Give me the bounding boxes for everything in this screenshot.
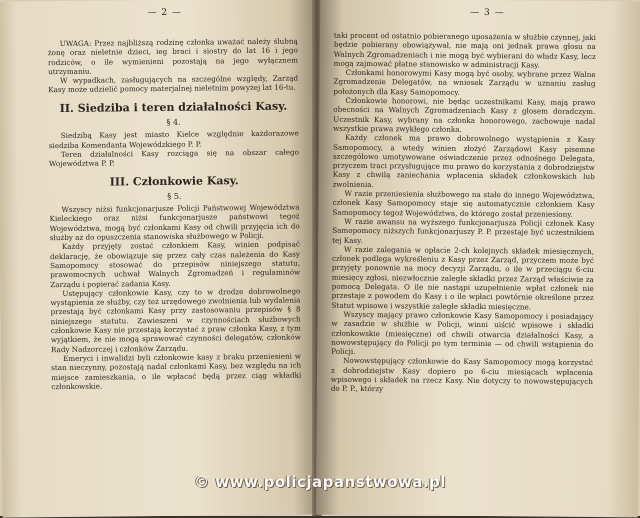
paragraph: Emeryci i inwalidzi byli członkowie kasy z braku przeniesieni w stan nieczynny, pozostają nadal członkami Kasy, bez względu na ich miejsce zamieszkania, o ile wpłacać będą przez ciąg wkładki członkowskie. [51,351,302,391]
paragraph: Ustępujący członkowie Kasy, czy to w drodze dobrowolnego wystąpienia ze służby, czy też urzędowego zwolnienia lub wydalenia przestają być członkami Kasy przy zastosowaniu przepisów § 8 niniejszego statutu. Zawieszeni w czynnościach służbowych członkowie Kasy nie przestają korzystać z praw członka Kasy, z tym wyjątkiem, że nie mogą sprawować czynności delegatów, członków Rady Nadzorczej i członków Zarządu. [50,286,301,354]
section-heading-2: II. Siedziba i teren działalności Kasy. [59,99,288,115]
paragraph: Członkowie honorowi, nie będąc uczestnikami Kasy, mają prawo obecności na Walnych Zgromadzeniach Kasy z głosem doradczym. Uczestnik Kasy, wybrany na członka honorowego, zachowuje nadal wszystkie prawa zwykłego członka. [333,95,596,134]
section-sign-4: § 4. [166,117,181,127]
section-sign-5: § 5. [167,191,182,201]
section-heading-3: III. Członkowie Kasy. [109,173,239,189]
paragraph: Członkami honorowymi Kasy mogą być osoby, wybrane przez Walne Zgromadzenie Delegatów, na wniosek Zarządu w uznaniu zasług położonych dla Kasy Samopomocy. [333,68,596,97]
paragraph: Wszyscy mający prawo członkowie Kasy Samopomocy i posiadający w zasadzie w służbie w Policji, winni uiścić wpisowe i składki członkowskie (miesięczne) od chwili otwarcia działalności Kasy, a nowowstępujący do Policji po tym terminie — od chwili wstąpienia do Policji. [331,309,594,357]
paragraph: Każdy przyjęty zostać członkiem Kasy, winien podpisać deklarację, że obowiązuje się przez cały czas należenia do Kasy Samopomocy stosować do przepisów niniejszego statutu, prawomocnych uchwał Walnych Zgromadzeń i regulaminów Zarządu i popierać zadania Kasy. [49,239,301,289]
left-page [0,0,319,518]
paragraph: Nowowstępujący członkowie do Kasy Samopomocy mogą korzystać z dobrodziejstw Kasy dopiero po 6-ciu miesiącach wpłacenia wpisowego i składek na rzecz Kasy. Nie dotyczy to nowowstępujących do P. P., którzy [330,356,594,394]
paragraph: Każdy członek ma prawo dobrowolnego wystąpienia z Kasy Samopomocy, a wtedy winien złożyć Zarządowi Kasy pisemne szczegółowo umotywowane oświadczenie przez odnośnego Delegata, przyczem traci przysługujące mu prawo do korzystania z dobrodziejstw Kasy z chwilą zaniechania wpłacenia składek członkowskich lub zwolnienia. [332,133,596,189]
paragraph: Teren działalności Kasy rozciąga się na obszar całego Województwa P. P. [48,147,299,169]
paragraph: W razie przeniesienia służbowego na stałe do innego Województwa, członek Kasy Samopomocy staje się automatycznie członkiem Kasy Samopomocy tegoż Województwa, do którego został przeniesiony. [332,188,595,219]
page-number-right: — 3 — [470,7,505,19]
page-number-left: — 2 — [147,7,182,19]
left-text-column [48,37,302,392]
watermark: © www.policjapanstwowa.pl [194,473,446,491]
paragraph: W razie zalegania w opłacie 2-ch kolejnych składek miesięcznych, członek podlega wykreśleniu z Kasy przez Zarząd, przyczem może być przyjęty ponownie na mocy decyzji Zarządu, o ile w przeciągu 6-ciu miesięcy zgłosi, niezwłocznie zaległe składki przez Zarząd właściwie za pomocą Delegata. O ile nie nastąpi uzupełnienie wpłat członek nie przestaje z powodem do Kasy i o ile wpłaci powtórnie określone przez Statut wpisowe i wszystkie zaległe składki miesięczne. [331,244,595,312]
right-text-column [331,31,596,396]
right-page [316,0,640,517]
paragraph: W razie awansu na wyższego funkcjonarjusza Policji członek Kasy Samopomocy niższych funkcjonarjuszy P. P. przestaje być uczestnikiem tej Kasy. [332,216,595,245]
paragraph: taki procent od ostatnio pobieranego uposażenia w służbie czynnej, jaki będzie pobierany obowiązywał, nie mają oni jednak prawa głosu na Walnych Zgromadzeniach i nie mogą być wybierani do władz Kasy, lecz mogą zajmować płatne stanowisko w administracji Kasy. [333,30,596,70]
note-paragraph: UWAGA: Przez najbliższą rodzinę członka uważać należy ślubną żonę oraz nieletnie dzieci, ieg braci i siostry do lat 16 i jego rodziców, o ile wymienieni pozostają na jego wyłącznem utrzymaniu. [47,36,298,77]
paragraph: Siedzibą Kasy jest miasto Kielce względnie każdorazowe siedziba Komendanta Wojewódzkiego P. P. [48,128,299,150]
paragraph: W wypadkach, zasługujących na szczególne względy, Zarząd Kasy może udzielić pomocy materjalnej nieletnim powyżej lat 16-tu. [48,73,299,95]
paragraph: Wszyscy niżsi funkcjonarjusze Policji Państwowej Województwa Kieleckiego oraz niżsi funkcjonarjusze państwowi tegoż Województwa, mogą być członkami Kasy od chwili przyjęcia ich do służby aż do opuszczenia stanowiska służbowego w Policji. [49,202,300,243]
